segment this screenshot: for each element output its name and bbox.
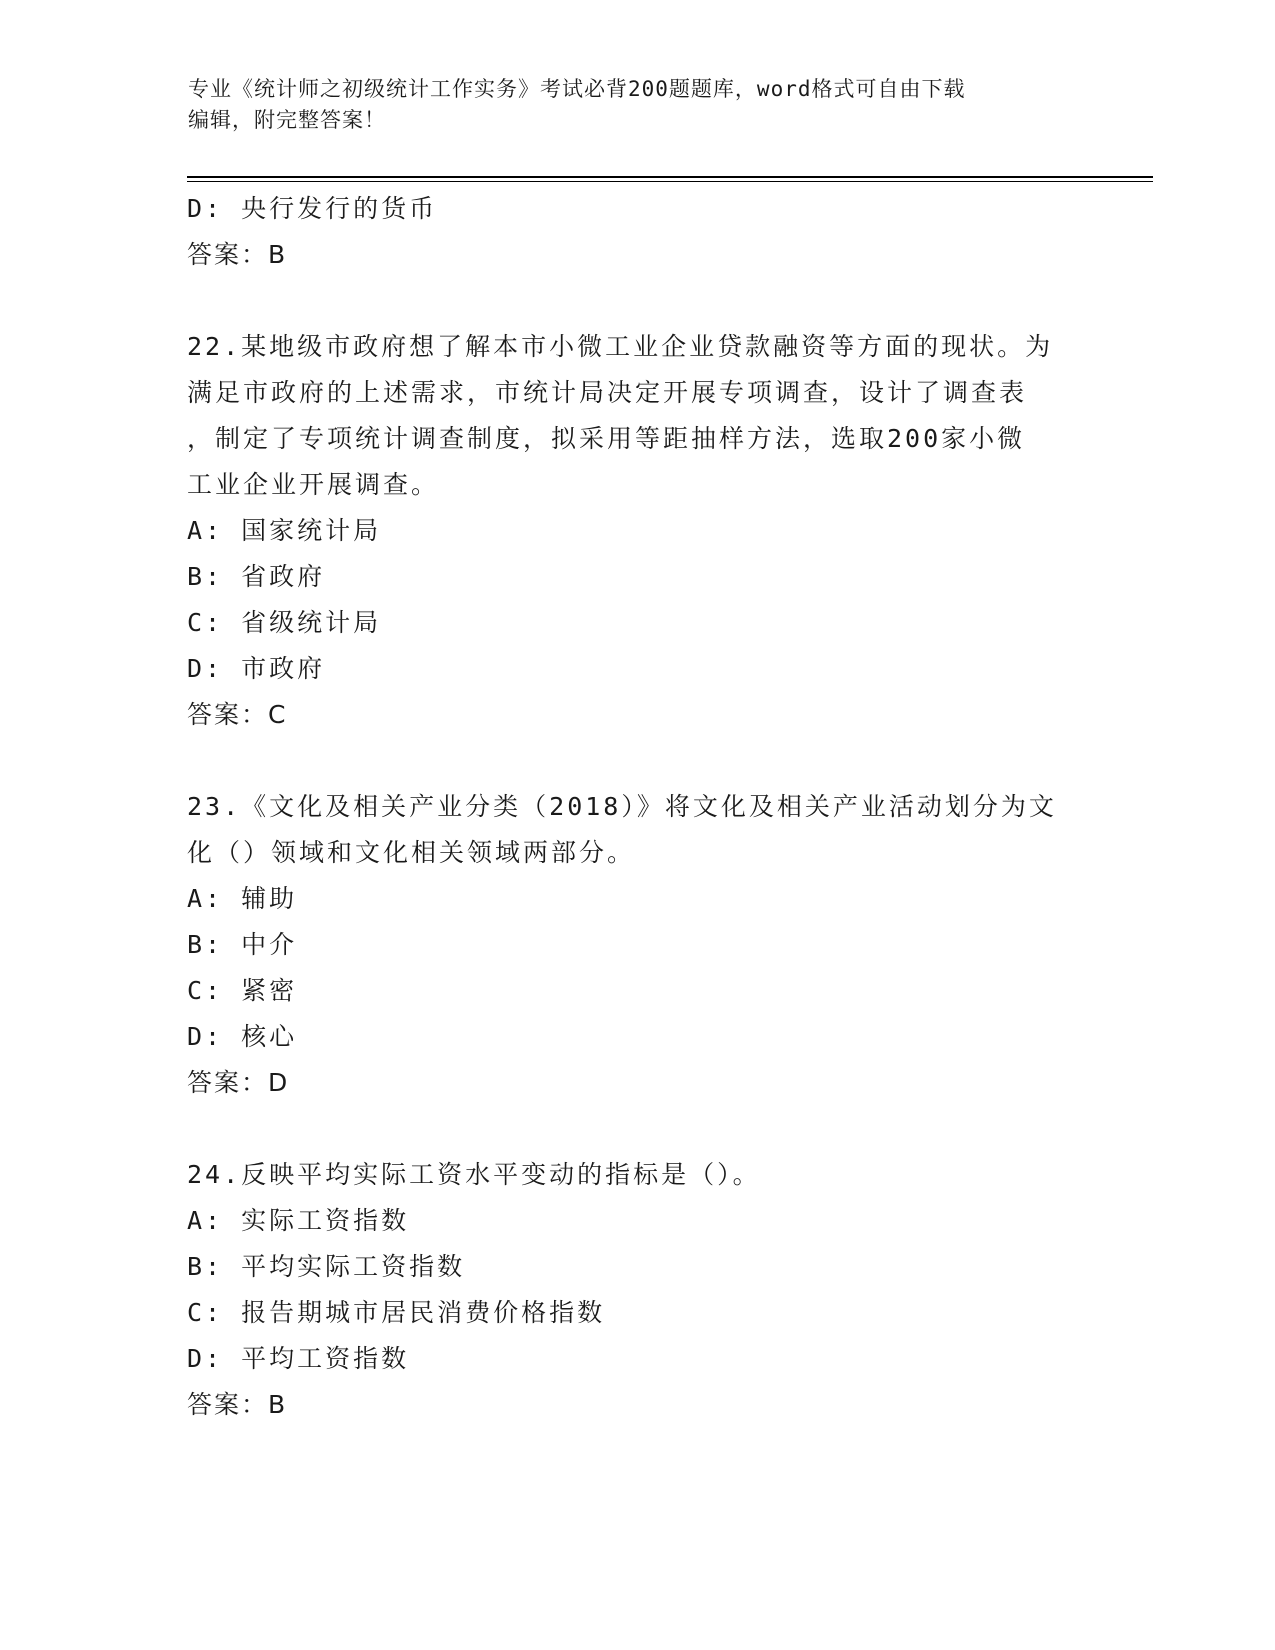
option-b: B: 平均实际工资指数: [187, 1252, 466, 1281]
option-b: B: 省政府: [187, 562, 326, 591]
question-24: [187, 1152, 1087, 1428]
option-d: D: 平均工资指数: [187, 1344, 410, 1373]
answer: 答案：D: [187, 1068, 290, 1097]
document-body: [187, 186, 1087, 1428]
question-line: 工业企业开展调查。: [187, 470, 440, 499]
option-c: C: 报告期城市居民消费价格指数: [187, 1298, 606, 1327]
option-b: B: 中介: [187, 930, 298, 959]
document-header: [188, 74, 1088, 136]
option-c: C: 紧密: [187, 976, 298, 1005]
question-22: [187, 324, 1087, 738]
spacer: [187, 738, 1087, 784]
option-c: C: 省级统计局: [187, 608, 382, 637]
question-23: [187, 784, 1087, 1106]
header-line-2: 编辑，附完整答案！: [188, 108, 386, 132]
option-a: A: 辅助: [187, 884, 298, 913]
prev-answer: 答案：B: [187, 240, 288, 269]
question-line: 22.某地级市政府想了解本市小微工业企业贷款融资等方面的现状。为: [187, 332, 1054, 361]
question-line: 23.《文化及相关产业分类（2018）》将文化及相关产业活动划分为文: [187, 792, 1057, 821]
question-line: 24.反映平均实际工资水平变动的指标是（）。: [187, 1160, 761, 1189]
spacer: [187, 278, 1087, 324]
question-line: 满足市政府的上述需求，市统计局决定开展专项调查，设计了调查表: [187, 378, 1028, 407]
option-a: A: 实际工资指数: [187, 1206, 410, 1235]
answer: 答案：C: [187, 700, 288, 729]
option-d: D: 市政府: [187, 654, 326, 683]
spacer: [187, 1106, 1087, 1152]
header-rule-thick: [187, 176, 1153, 178]
answer: 答案：B: [187, 1390, 288, 1419]
option-d: D: 核心: [187, 1022, 298, 1051]
question-line: 化（）领域和文化相关领域两部分。: [187, 838, 636, 867]
prev-option-d: D: 央行发行的货币: [187, 194, 438, 223]
option-a: A: 国家统计局: [187, 516, 382, 545]
header-rule-thin: [187, 181, 1153, 182]
header-line-1: 专业《统计师之初级统计工作实务》考试必背200题题库，word格式可自由下载: [188, 77, 966, 101]
question-line: ，制定了专项统计调查制度，拟采用等距抽样方法，选取200家小微: [187, 424, 1026, 453]
